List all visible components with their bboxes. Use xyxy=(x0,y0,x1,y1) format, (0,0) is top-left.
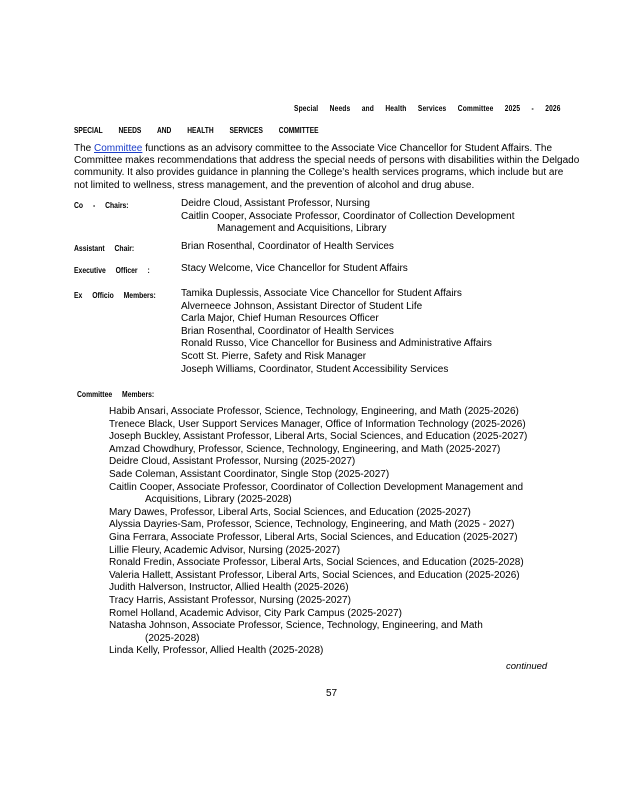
committee-member xyxy=(109,582,579,595)
co-chair-1: Deidre Cloud, Assistant Professor, Nursing xyxy=(181,198,370,209)
committee-member-text: Linda Kelly, Professor, Allied Health (2025-2028) xyxy=(109,645,324,657)
committee-member-text: Ronald Fredin, Associate Professor, Liberal Arts, Social Sciences, and Education (2025-2028) xyxy=(109,557,524,569)
assistant-chair-label: Assistant Chair: xyxy=(74,243,135,253)
committee-member xyxy=(109,620,579,645)
committee-member xyxy=(109,507,579,520)
committee-member xyxy=(109,532,579,545)
ex-officio-member: Tamika Duplessis, Associate Vice Chancellor for Student Affairs xyxy=(181,288,462,299)
ex-officio-member: Carla Major, Chief Human Resources Officer xyxy=(181,313,379,325)
committee-member-text: Amzad Chowdhury, Professor, Science, Technology, Engineering, and Math (2025-2027) xyxy=(109,443,501,455)
committee-member xyxy=(109,456,579,469)
co-chairs-list xyxy=(181,198,515,236)
ex-officio-member: Brian Rosenthal, Coordinator of Health Services xyxy=(181,325,394,337)
committee-member-text: Trenece Black, User Support Services Manager, Office of Information Technology (2025-2026) xyxy=(109,418,526,430)
committee-member-text: Natasha Johnson, Associate Professor, Science, Technology, Engineering, and Math xyxy=(109,620,483,632)
committee-member-text: Gina Ferrara, Associate Professor, Liberal Arts, Social Sciences, and Education (2025-2027) xyxy=(109,531,518,543)
committee-member-text: Tracy Harris, Assistant Professor, Nursing (2025-2027) xyxy=(109,594,351,606)
committee-member-text: Lillie Fleury, Academic Advisor, Nursing (2025-2027) xyxy=(109,544,341,556)
running-header: Special Needs and Health Services Committee 2025 - 2026 xyxy=(294,103,561,113)
ex-officio-member: Alverneece Johnson, Assistant Director of Student Life xyxy=(181,300,423,312)
committee-member xyxy=(109,419,579,432)
ex-officio-member: Ronald Russo, Vice Chancellor for Business and Administrative Affairs xyxy=(181,338,492,350)
intro-text-start: The xyxy=(74,143,95,154)
continued-note: continued xyxy=(506,661,548,672)
committee-member-text: Sade Coleman, Assistant Coordinator, Single Stop (2025-2027) xyxy=(109,468,390,480)
executive-officer-label: Executive Officer : xyxy=(74,265,150,275)
committee-members-list xyxy=(109,406,579,658)
committee-member-text: Romel Holland, Academic Advisor, City Park Campus (2025-2027) xyxy=(109,607,402,619)
assistant-chair-value: Brian Rosenthal, Coordinator of Health Services xyxy=(181,241,394,252)
committee-member xyxy=(109,645,579,658)
page-number: 57 xyxy=(326,688,338,699)
committee-member-text: Caitlin Cooper, Associate Professor, Coordinator of Collection Development Management and xyxy=(109,481,524,493)
committee-member xyxy=(109,444,579,457)
committee-member xyxy=(109,406,579,419)
co-chairs-label: Co - Chairs: xyxy=(74,200,129,210)
committee-member-text-continued: (2025-2028) xyxy=(145,632,200,644)
committee-member xyxy=(109,469,579,482)
committee-member-text: Mary Dawes, Professor, Liberal Arts, Social Sciences, and Education (2025-2027) xyxy=(109,506,471,518)
committee-member xyxy=(109,595,579,608)
executive-officer-value: Stacy Welcome, Vice Chancellor for Student Affairs xyxy=(181,263,408,274)
co-chair-2-continued: Management and Acquisitions, Library xyxy=(217,223,387,235)
committee-member xyxy=(109,482,579,507)
committee-link[interactable]: Committee xyxy=(94,143,143,154)
section-title: SPECIAL NEEDS AND HEALTH SERVICES COMMITTEE xyxy=(74,125,319,135)
co-chair-2: Caitlin Cooper, Associate Professor, Coordinator of Collection Development xyxy=(181,210,515,222)
intro-paragraph xyxy=(74,143,580,192)
committee-member-text-continued: Acquisitions, Library (2025-2028) xyxy=(145,494,292,506)
committee-members-label: Committee Members: xyxy=(77,389,155,399)
committee-member-text: Habib Ansari, Associate Professor, Science, Technology, Engineering, and Math (2025-2026) xyxy=(109,406,519,417)
ex-officio-member: Joseph Williams, Coordinator, Student Accessibility Services xyxy=(181,363,449,375)
committee-member-text: Alyssia Dayries-Sam, Professor, Science, Technology, Engineering, and Math (2025 - 2027) xyxy=(109,519,515,531)
committee-member xyxy=(109,570,579,583)
committee-member xyxy=(109,545,579,558)
committee-member-text: Valeria Hallett, Assistant Professor, Liberal Arts, Social Sciences, and Education (2025-2026) xyxy=(109,569,520,581)
committee-member-text: Judith Halverson, Instructor, Allied Health (2025-2026) xyxy=(109,582,349,594)
ex-officio-member: Scott St. Pierre, Safety and Risk Manager xyxy=(181,350,367,362)
ex-officio-label: Ex Officio Members: xyxy=(74,290,156,300)
committee-member-text: Joseph Buckley, Assistant Professor, Liberal Arts, Social Sciences, and Education (2025-2027) xyxy=(109,431,528,443)
intro-text-rest: functions as an advisory committee to the Associate Vice Chancellor for Student Affairs. The Committee makes recommendations that address the special needs of persons with disabilities within the Delgado community. It also provides guidance in planning the College’s health services programs, which include but are not limited to wellness, stress management, and the prevention of alcohol and drug abuse. xyxy=(74,143,580,191)
committee-member xyxy=(109,608,579,621)
committee-member xyxy=(109,557,579,570)
committee-member xyxy=(109,519,579,532)
committee-member-text: Deidre Cloud, Assistant Professor, Nursing (2025-2027) xyxy=(109,456,356,468)
committee-member xyxy=(109,431,579,444)
ex-officio-list xyxy=(181,288,492,376)
